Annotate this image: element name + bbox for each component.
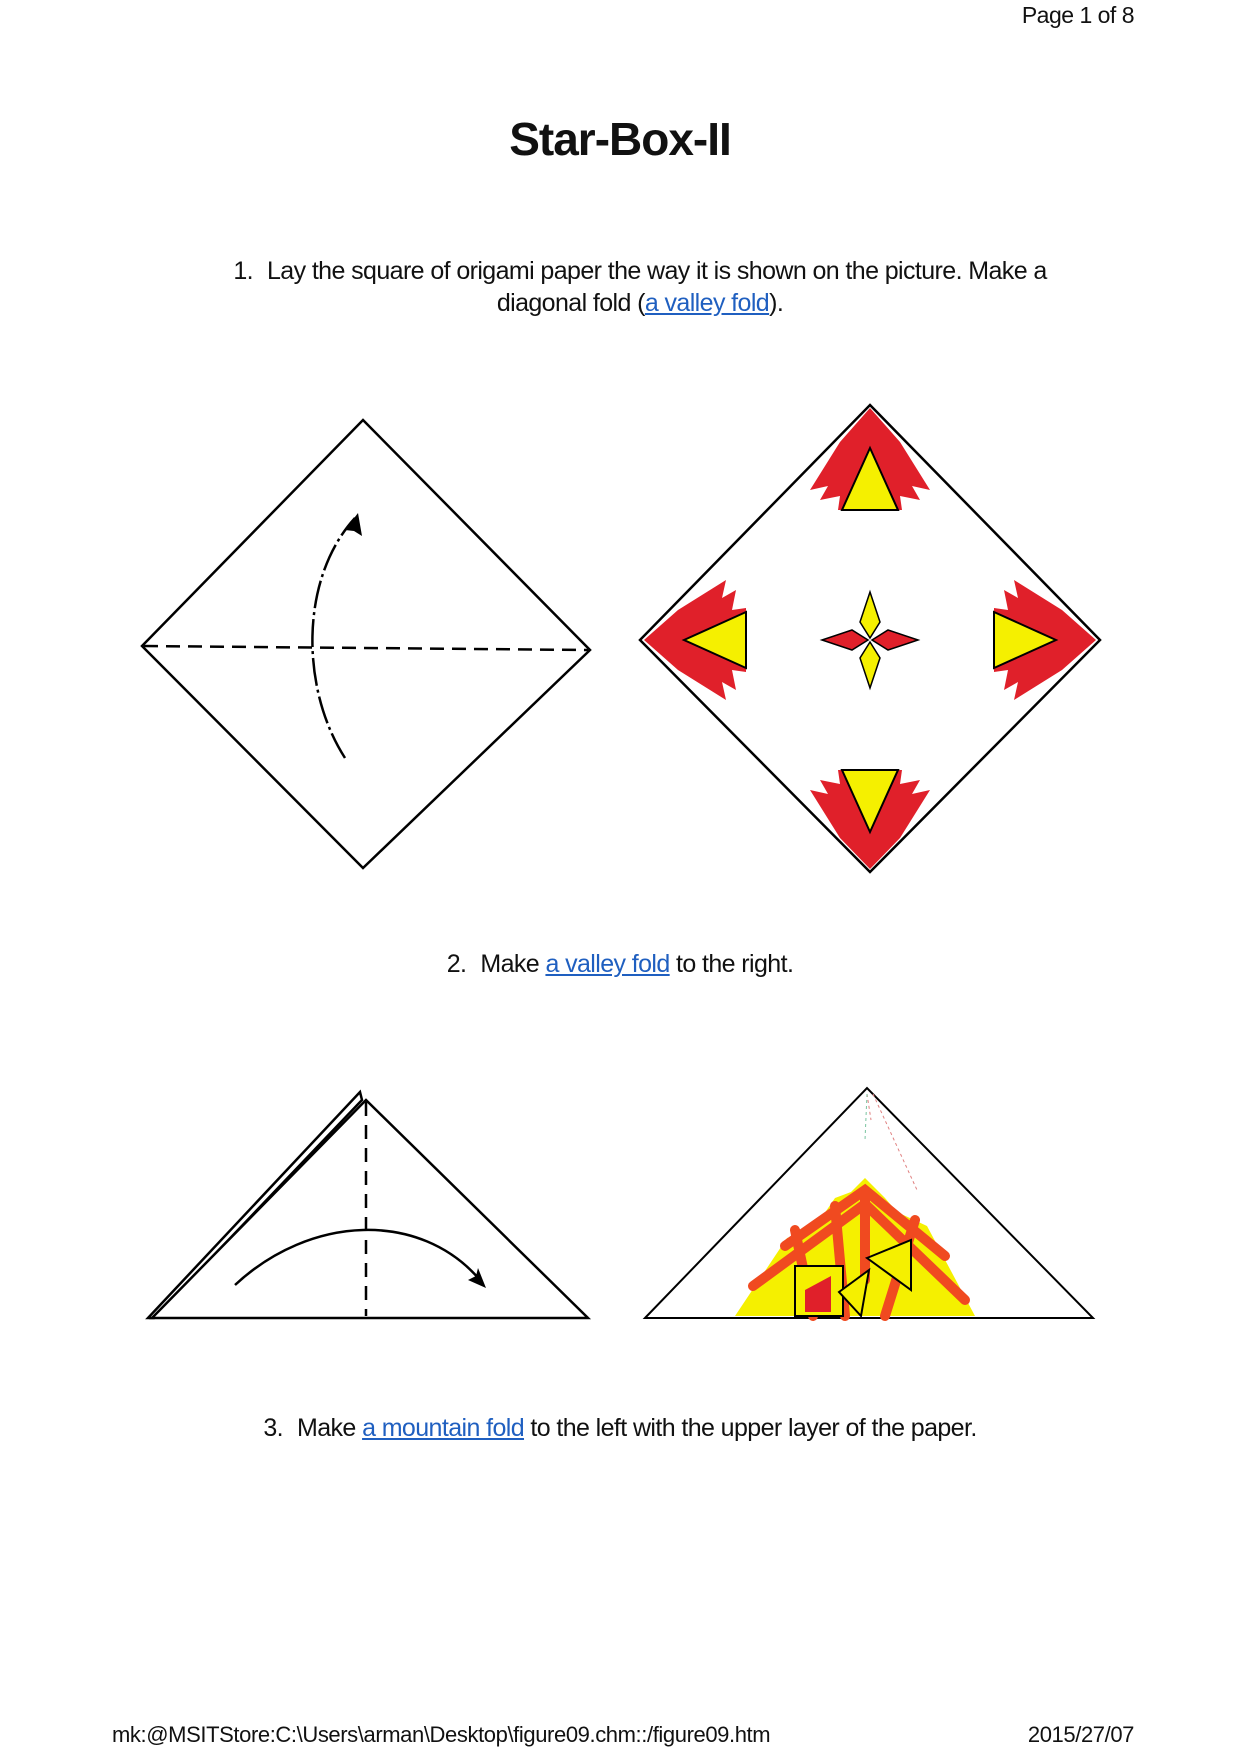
step-number: 2.	[446, 950, 467, 978]
triangle-front-layer	[152, 1100, 588, 1318]
step-text: Make	[296, 1414, 363, 1442]
valley-fold-link[interactable]: a valley fold	[545, 950, 670, 978]
step-text-end: to the right.	[669, 950, 794, 978]
step-text-end: ).	[769, 289, 784, 317]
step-number: 1.	[233, 257, 253, 285]
step-text: Make	[480, 950, 546, 978]
step-2-diagram-pattern	[635, 1080, 1105, 1330]
step-number: 3.	[263, 1414, 283, 1442]
mountain-fold-link[interactable]: a mountain fold	[362, 1414, 525, 1442]
step-1-instruction	[190, 255, 1090, 319]
page-title: Star-Box-II	[509, 113, 731, 165]
step-3-instruction	[0, 1412, 1240, 1444]
footer-source-path: mk:@MSITStore:C:\Users\arman\Desktop\figure09.chm::/figure09.htm	[112, 1722, 771, 1747]
step-1-diagram-folding	[140, 418, 600, 878]
valley-fold-link[interactable]: a valley fold	[644, 289, 770, 317]
step-2-instruction	[0, 948, 1240, 980]
footer-date: 2015/27/07	[1027, 1722, 1134, 1747]
step-text: Lay the square of origami paper the way it is shown on the picture. Make a diagonal fold (	[266, 257, 1047, 317]
paper-square	[142, 420, 590, 868]
step-2-diagram-folding	[140, 1080, 600, 1330]
page-indicator: Page 1 of 8	[1021, 2, 1134, 28]
step-1-diagram-pattern	[630, 400, 1110, 880]
step-text-end: to the left with the upper layer of the paper.	[524, 1414, 977, 1442]
